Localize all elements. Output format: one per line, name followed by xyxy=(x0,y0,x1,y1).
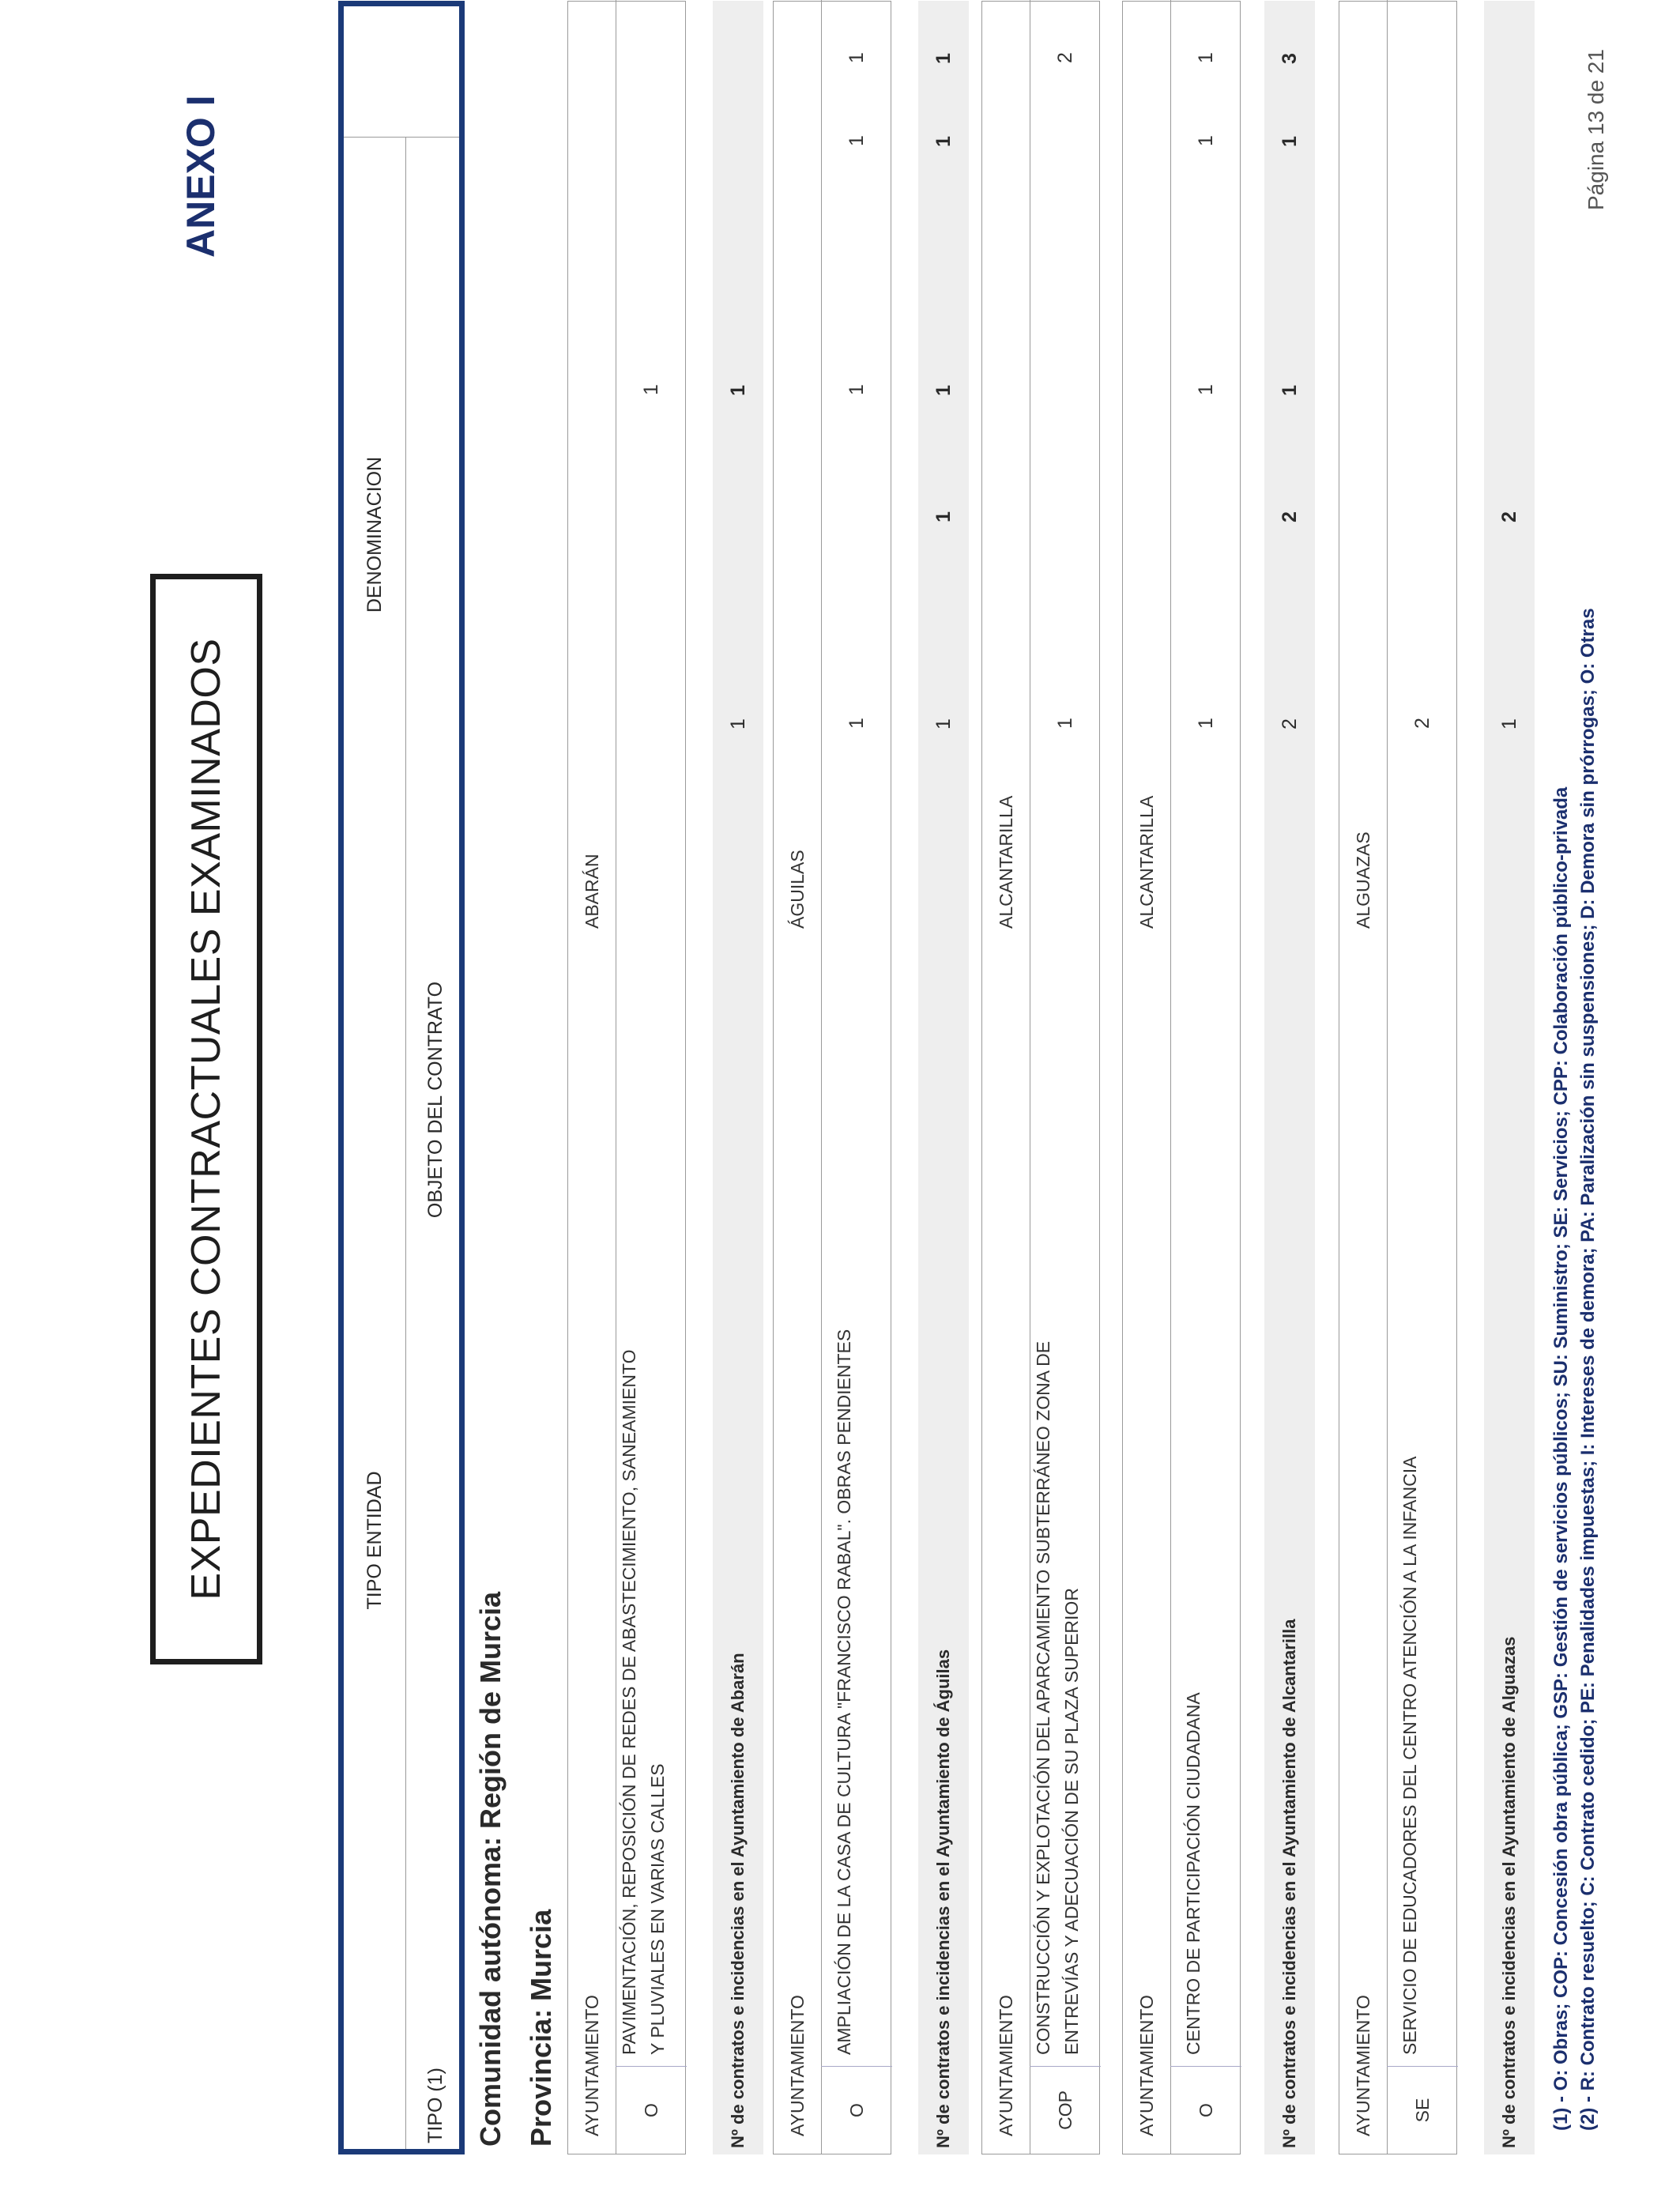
entity-type: AYUNTAMIENTO xyxy=(995,1995,1016,2136)
contract-object-cont: Y PLUVIALES EN VARIAS CALLES xyxy=(647,1763,668,2055)
contract-object: CONSTRUCCIÓN Y EXPLOTACIÓN DEL APARCAMIENTO SUBTERRÁNEO ZONA DE xyxy=(1033,1340,1053,2055)
province-title: Provincia: Murcia xyxy=(525,1909,557,2147)
table-row xyxy=(1122,1,1241,2154)
summary-numero: 1 xyxy=(932,718,955,729)
summary-numero: 1 xyxy=(726,718,749,729)
entity-type: AYUNTAMIENTO xyxy=(581,1995,602,2136)
header-denominacion: DENOMINACION xyxy=(363,456,386,613)
summary-d: 1 xyxy=(932,53,955,64)
value-modificados: 2 xyxy=(1411,718,1433,729)
value-o: 1 xyxy=(1194,52,1217,63)
summary-r: 1 xyxy=(726,385,749,396)
entity-name: ABARÁN xyxy=(581,854,602,929)
annex-label: ANEXO I xyxy=(179,95,223,258)
value-r: 1 xyxy=(639,384,662,395)
document-title xyxy=(150,574,262,1664)
table-row xyxy=(567,1,686,2154)
summary-row xyxy=(1264,1,1315,2154)
value-r: 1 xyxy=(1194,384,1217,395)
summary-o: 3 xyxy=(1278,53,1301,64)
value-modificados: 1 xyxy=(845,718,868,729)
summary-label: Nº de contratos e incidencias en el Ayuntamiento de Alcantarilla xyxy=(1279,1619,1299,2148)
contract-type: O xyxy=(846,2103,867,2117)
value-modificados: 1 xyxy=(1053,718,1076,729)
contract-type: O xyxy=(1195,2103,1216,2117)
entity-type: AYUNTAMIENTO xyxy=(1352,1995,1373,2136)
summary-pa: 1 xyxy=(932,136,955,147)
value-o: 2 xyxy=(1053,52,1076,63)
contract-type: O xyxy=(640,2103,661,2117)
summary-label: Nº de contratos e incidencias en el Ayuntamiento de Alguazas xyxy=(1499,1636,1519,2148)
summary-modificados: 2 xyxy=(1278,511,1301,522)
contract-type: COP xyxy=(1054,2090,1075,2130)
header-objeto: OBJETO DEL CONTRATO xyxy=(424,981,446,1219)
contract-object-cont: ENTREVÍAS Y ADECUACIÓN DE SU PLAZA SUPERIOR xyxy=(1061,1588,1082,2055)
region-title: Comunidad autónoma: Región de Murcia xyxy=(474,1591,507,2147)
header-tipo-entidad: TIPO ENTIDAD xyxy=(363,1471,386,1610)
summary-r: 1 xyxy=(932,385,955,396)
summary-numero: 2 xyxy=(1278,718,1301,729)
document-title-text: EXPEDIENTES CONTRACTUALES EXAMINADOS xyxy=(183,638,229,1600)
contract-object: PAVIMENTACIÓN, REPOSICIÓN DE REDES DE ABASTECIMIENTO, SANEAMIENTO xyxy=(619,1349,639,2055)
summary-label: Nº de contratos e incidencias en el Ayuntamiento de Abarán xyxy=(728,1653,748,2148)
contract-type: SE xyxy=(1411,2098,1433,2123)
contract-object: SERVICIO DE EDUCADORES DEL CENTRO ATENCIÓN A LA INFANCIA xyxy=(1399,1456,1420,2055)
entity-type: AYUNTAMIENTO xyxy=(786,1995,808,2136)
entity-name: ÁGUILAS xyxy=(786,850,808,929)
footnote-1: (1) - O: Obras; COP: Concesión obra pública; GSP: Gestión de servicios públicos; SU: Suministro; SE: Servicios; CPP: Colaboración público-privada xyxy=(1550,786,1572,2131)
summary-d: 1 xyxy=(1278,136,1301,147)
entity-type: AYUNTAMIENTO xyxy=(1136,1995,1157,2136)
value-d: 1 xyxy=(1194,135,1217,146)
entity-name: ALGUAZAS xyxy=(1352,831,1373,929)
summary-numero: 1 xyxy=(1497,718,1520,729)
summary-label: Nº de contratos e incidencias en el Ayuntamiento de Águilas xyxy=(933,1649,953,2148)
summary-r: 1 xyxy=(1278,385,1301,396)
table-row xyxy=(773,1,891,2154)
footnote-2: (2) - R: Contrato resuelto; C: Contrato cedido; PE: Penalidades impuestas; I: Intereses de demora; PA: Paralización sin suspensiones; D: Demora sin prórrogas; O: Otras xyxy=(1577,608,1599,2131)
summary-modificados: 1 xyxy=(932,511,955,522)
summary-row xyxy=(918,1,969,2154)
value-r: 1 xyxy=(845,384,868,395)
value-pa: 1 xyxy=(845,135,868,146)
page-number: Página 13 de 21 xyxy=(1584,49,1608,210)
table-row xyxy=(1339,1,1457,2154)
table-row xyxy=(981,1,1100,2154)
entity-name: ALCANTARILLA xyxy=(1136,795,1157,929)
table-header xyxy=(338,1,465,2154)
value-modificados: 1 xyxy=(1194,718,1217,729)
contract-object: AMPLIACIÓN DE LA CASA DE CULTURA "FRANCISCO RABAL". OBRAS PENDIENTES xyxy=(834,1329,854,2055)
summary-row xyxy=(713,1,763,2154)
value-d: 1 xyxy=(845,52,868,63)
summary-row xyxy=(1484,1,1535,2154)
summary-modificados: 2 xyxy=(1497,511,1520,522)
entity-name: ALCANTARILLA xyxy=(995,795,1016,929)
contract-object: CENTRO DE PARTICIPACIÓN CIUDADANA xyxy=(1183,1692,1203,2055)
header-tipo: TIPO (1) xyxy=(424,2068,446,2143)
